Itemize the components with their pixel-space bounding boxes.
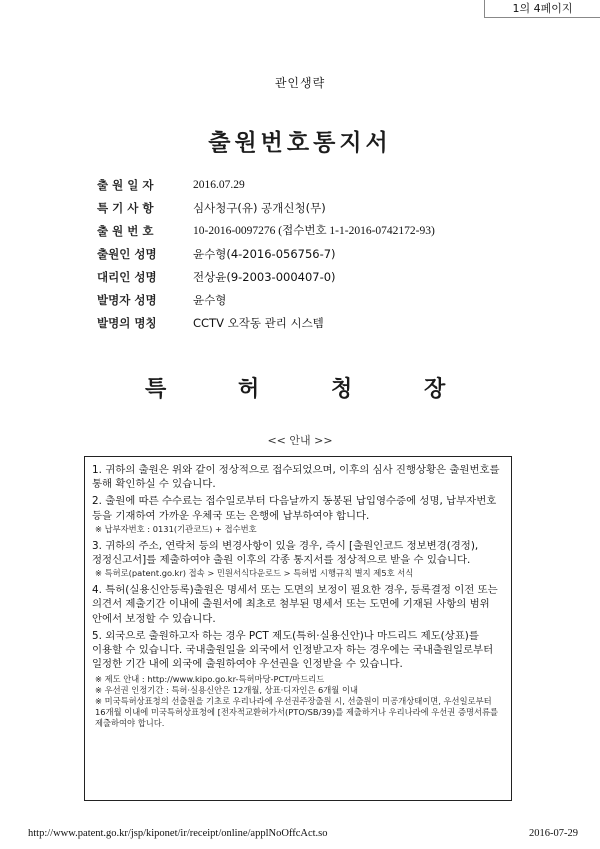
field-value: 10-2016-0097276 (접수번호 1-1-2016-0742172-93) [193,225,435,237]
notice-item-5-note: ※ 우선권 인정기간 : 특허·실용신안은 12개월, 상표·디자인은 6개월 이내 [95,685,358,696]
field-label: 대리인 성명 [97,270,157,284]
notice-item-5-note: ※ 제도 안내 : http://www.kipo.go.kr-특허마당-PCT/마드리드 [95,674,325,685]
field-label: 출원인 성명 [97,247,157,261]
page-indicator: 1의 4페이지 [484,0,600,18]
field-label: 발명의 명칭 [97,316,157,330]
seal-omitted-note: 관인생략 [274,76,326,90]
field-value: 전상윤(9-2003-000407-0) [193,270,336,284]
notice-item-4: 4. 특허(실용신안등록)출원은 명세서 또는 도면의 보정이 필요한 경우, 등록결정 이전 또는 의견서 제출기간 이내에 출원서에 최초로 첨부된 명세서 또는 도면에 기재된 사항의 범위 안에서 보정할 수 있습니다. [92,584,498,625]
office-name-char: 특 [145,377,167,402]
notice-item-1: 1. 귀하의 출원은 위와 같이 정상적으로 접수되었으며, 이후의 심사 진행상황은 출원번호를 통해 확인하실 수 있습니다. [92,464,500,491]
field-label: 출 원 번 호 [97,224,154,238]
office-name-char: 장 [424,377,446,402]
field-value: 심사청구(유) 공개신청(무) [193,201,326,215]
field-label: 발명자 성명 [97,293,157,307]
field-value: 윤수형(4-2016-056756-7) [193,247,336,261]
notice-box [84,456,512,801]
field-value: CCTV 오작동 관리 시스템 [193,316,324,330]
notice-item-2-note: ※ 납부자번호 : 0131(기관코드) + 접수번호 [95,523,257,534]
field-label: 출 원 일 자 [97,178,154,192]
office-name-char: 허 [238,377,260,402]
footer-date: 2016-07-29 [529,828,578,839]
field-label: 특 기 사 항 [97,201,154,215]
field-value: 2016.07.29 [193,179,245,191]
footer-url: http://www.patent.go.kr/jsp/kiponet/ir/receipt/online/applNoOffcAct.so [28,828,328,839]
notice-item-3: 3. 귀하의 주소, 연락처 등의 변경사항이 있을 경우, 즉시 [출원인코드 정보변경(경정), 정정신고서]를 제출하여야 출원 이후의 각종 통지서를 정상적으로 받을 수 있습니다. [92,539,479,567]
office-name-char: 청 [331,377,353,402]
issuing-office-name [0,372,600,402]
notice-item-5: 5. 외국으로 출원하고자 하는 경우 PCT 제도(특허·실용신안)나 마드리드 제도(상표)를 이용할 수 있습니다. 국내출원일을 외국에서 인정받고자 하는 경우에는 국내출원일로부터 일정한 기간 내에 외국에 출원하여야 우선권을 인정받을 수 있습니다. [92,629,494,671]
document-title: 출원번호통지서 [208,130,392,156]
notice-item-5-note: ※ 미국특허상표청의 선출원을 기초로 우리나라에 우선권주장출원 시, 선출원이 미공개상태이면, 우선일로부터 16개월 이내에 미국특허상표청에 [전자적교환허가서(PTO/SB/39)를 제출하거나 우리나라에 우선권 증명서류를 제출하여야 합니다. [95,696,499,729]
notice-item-5-notes [92,674,505,729]
guide-heading: << 안내 >> [267,434,333,447]
notice-item-2: 2. 출원에 따른 수수료는 접수일로부터 다음날까지 동봉된 납입영수증에 성명, 납부자번호 등을 기재하여 가까운 우체국 또는 은행에 납부하여야 합니다. [92,495,497,522]
notice-item-3-note: ※ 특허로(patent.go.kr) 접속 > 민원서식다운로드 > 특허법 시행규칙 별지 제5호 서식 [95,568,414,579]
field-value: 윤수형 [193,293,227,307]
